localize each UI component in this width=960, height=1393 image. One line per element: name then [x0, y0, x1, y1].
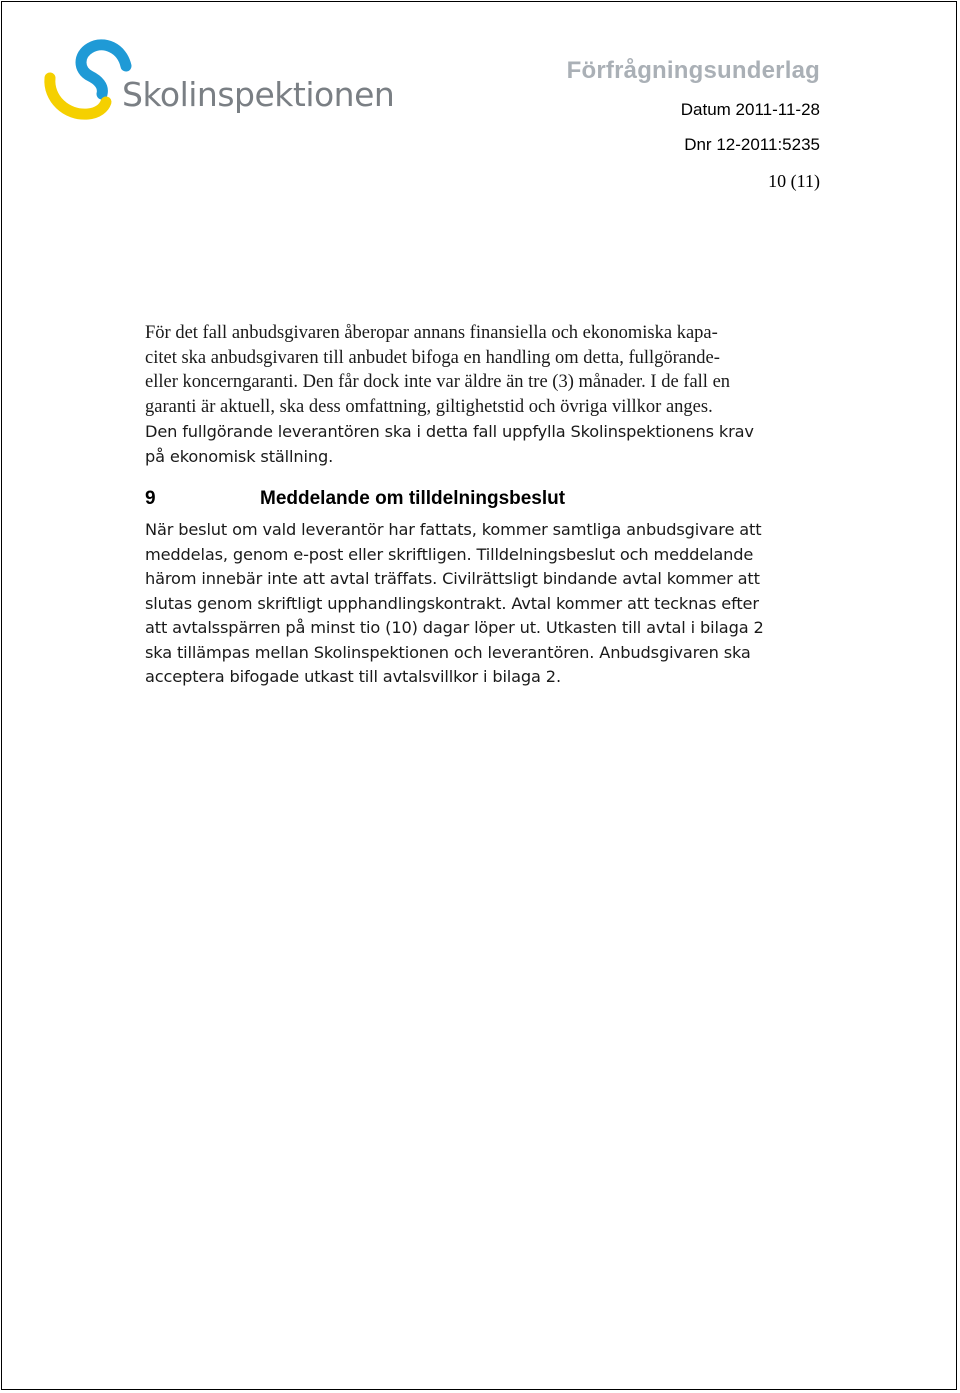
- document-page: [1, 1, 957, 1390]
- paragraph-financial-capacity-continued: [145, 420, 825, 469]
- text-line: ska tillämpas mellan Skolinspektionen och leverantören. Anbudsgivaren ska: [145, 642, 751, 662]
- text-line: eller koncerngaranti. Den får dock inte var äldre än tre (3) månader. I de fall en: [145, 372, 731, 392]
- text-line: garanti är aktuell, ska dess omfattning, giltighetstid och övriga villkor anges.: [145, 396, 713, 417]
- page-number: 10 (11): [768, 171, 820, 191]
- text-line: citet ska anbudsgivaren till anbudet bifoga en handling om detta, fullgörande-: [145, 347, 720, 368]
- text-line: härom innebär inte att avtal träffats. Civilrättsligt bindande avtal kommer att: [145, 569, 760, 588]
- text-line: på ekonomisk ställning.: [145, 446, 334, 466]
- text-line: acceptera bifogade utkast till avtalsvillkor i bilaga 2.: [145, 667, 561, 686]
- skolinspektionen-logo: [42, 38, 395, 122]
- logo-wordmark: Skolinspektionen: [122, 75, 395, 114]
- paragraph-award-decision: [145, 518, 825, 690]
- document-dnr: Dnr 12-2011:5235: [684, 135, 820, 154]
- text-line: Den fullgörande leverantören ska i detta fall uppfylla Skolinspektionens krav: [145, 422, 754, 441]
- text-line: att avtalsspärren på minst tio (10) dagar löper ut. Utkasten till avtal i bilaga 2: [145, 618, 764, 637]
- section-title: Meddelande om tilldelningsbeslut: [260, 488, 566, 509]
- text-line: meddelas, genom e-post eller skriftligen. Tilldelningsbeslut och meddelande: [145, 544, 754, 564]
- text-line: När beslut om vald leverantör har fattats, kommer samtliga anbudsgivare att: [145, 520, 762, 539]
- section-number: 9: [145, 488, 156, 509]
- document-date: Datum 2011-11-28: [680, 100, 820, 119]
- paragraph-financial-capacity: [145, 321, 825, 419]
- text-line: För det fall anbudsgivaren åberopar annans finansiella och ekonomiska kapa-: [145, 323, 718, 343]
- text-line: slutas genom skriftligt upphandlingskontrakt. Avtal kommer att tecknas efter: [145, 593, 759, 613]
- document-type: Förfrågningsunderlag: [566, 57, 820, 84]
- section-heading: [145, 488, 565, 510]
- logo-swoosh-icon: [42, 38, 132, 122]
